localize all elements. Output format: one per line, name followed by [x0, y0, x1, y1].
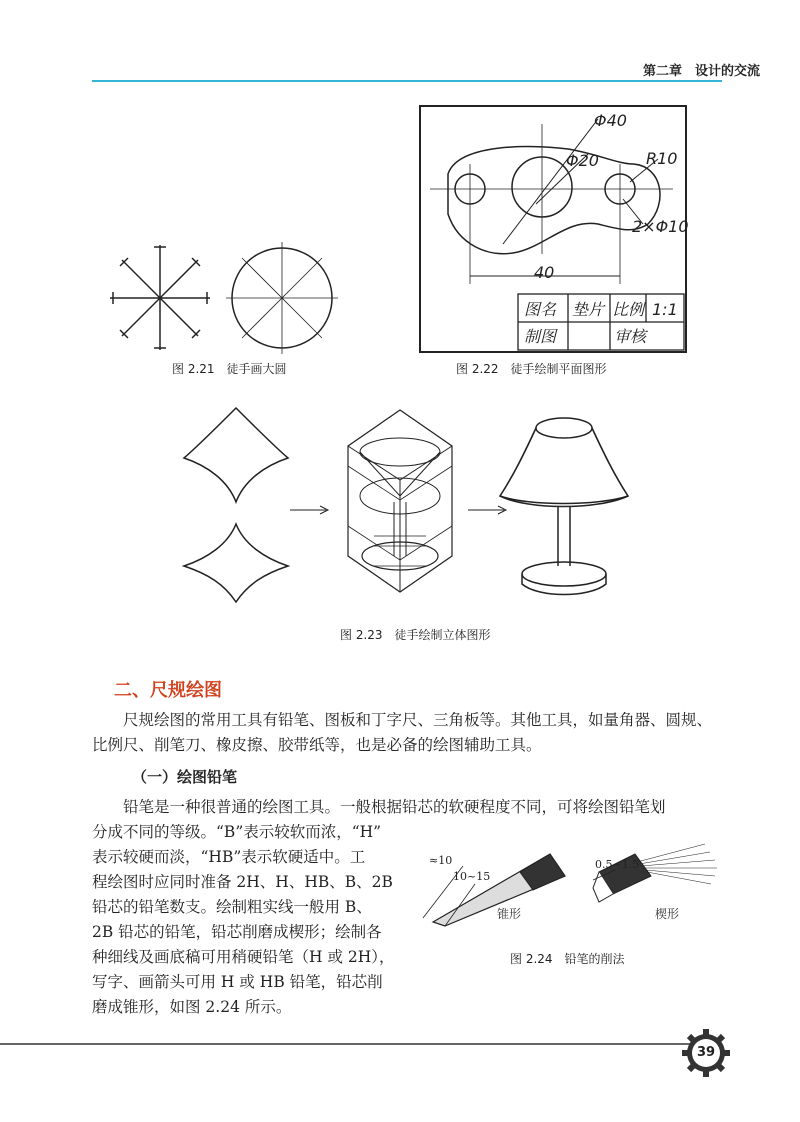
header-divider: [92, 80, 722, 82]
figure-2-24-drawing: [415, 842, 720, 942]
section-paragraph-2-body: [92, 820, 407, 1020]
footer-divider: [0, 1043, 690, 1045]
section-paragraph-2-line-1: 铅笔是一种很普通的绘图工具。一般根据铅芯的软硬程度不同，可将绘图铅笔划: [123, 798, 666, 816]
label-wedge-dim: 0.5~1.5: [595, 858, 640, 871]
label-cone-angle: ≈10: [429, 854, 453, 867]
section-paragraph-1: 尺规绘图的常用工具有铅笔、图板和丁字尺、三角板等。其他工具，如量角器、圆规、比例尺、削笔刀、橡皮擦、胶带纸等，也是必备的绘图辅助工具。: [92, 711, 713, 754]
text-line: 写字、画箭头可用 H 或 HB 铅笔，铅芯削: [92, 973, 383, 991]
dim-r10: R10: [646, 149, 678, 168]
text-line: 表示较硬而淡，“HB”表示软硬适中。工: [92, 848, 366, 866]
figure-2-22-drawing: [418, 104, 690, 356]
text-line: 磨成锥形，如图 2.24 所示。: [92, 998, 292, 1016]
label-cone-length: 10~15: [453, 870, 491, 883]
figure-2-21-caption: 图 2.21 徒手画大圆: [172, 362, 287, 376]
tb-r1c1: 图名: [524, 300, 557, 319]
tb-r1c4: 1:1: [652, 300, 678, 319]
subsection-title: （一）绘图铅笔: [132, 768, 238, 786]
page-number: 39: [696, 1045, 716, 1060]
label-wedge-name: 楔形: [655, 907, 680, 921]
figure-2-23-drawing: [178, 406, 628, 606]
figure-2-21-drawing: [110, 240, 350, 360]
figure-2-24-caption: 图 2.24 铅笔的削法: [510, 952, 625, 966]
dim-d20: Φ20: [566, 151, 599, 170]
dim-holes: 2×Φ10: [632, 217, 689, 236]
text-line: 程绘图时应同时准备 2H、H、HB、B、2B: [92, 873, 393, 891]
figure-2-22-caption: 图 2.22 徒手绘制平面图形: [456, 362, 607, 376]
label-cone-name: 锥形: [497, 907, 522, 921]
tb-r2c1: 制图: [524, 327, 557, 346]
tb-r2c3: 审核: [614, 327, 647, 346]
chapter-title: 第二章 设计的交流: [642, 64, 760, 79]
section-title: 二、尺规绘图: [114, 680, 222, 701]
figure-2-23-caption: 图 2.23 徒手绘制立体图形: [340, 628, 491, 642]
tb-r1c3: 比例: [612, 300, 645, 319]
text-line: 铅芯的铅笔数支。绘制粗实线一般用 B、: [92, 898, 372, 916]
text-line: 2B 铅芯的铅笔，铅芯削磨成楔形；绘制各: [92, 923, 382, 941]
text-line: 种细线及画底稿可用稍硬铅笔（H 或 2H），: [92, 948, 395, 966]
dim-d40: Φ40: [594, 111, 627, 130]
text-line: 分成不同的等级。“B”表示较软而浓，“H”: [92, 823, 382, 841]
dim-width: 40: [534, 263, 555, 282]
tb-r1c2: 垫片: [572, 300, 605, 319]
